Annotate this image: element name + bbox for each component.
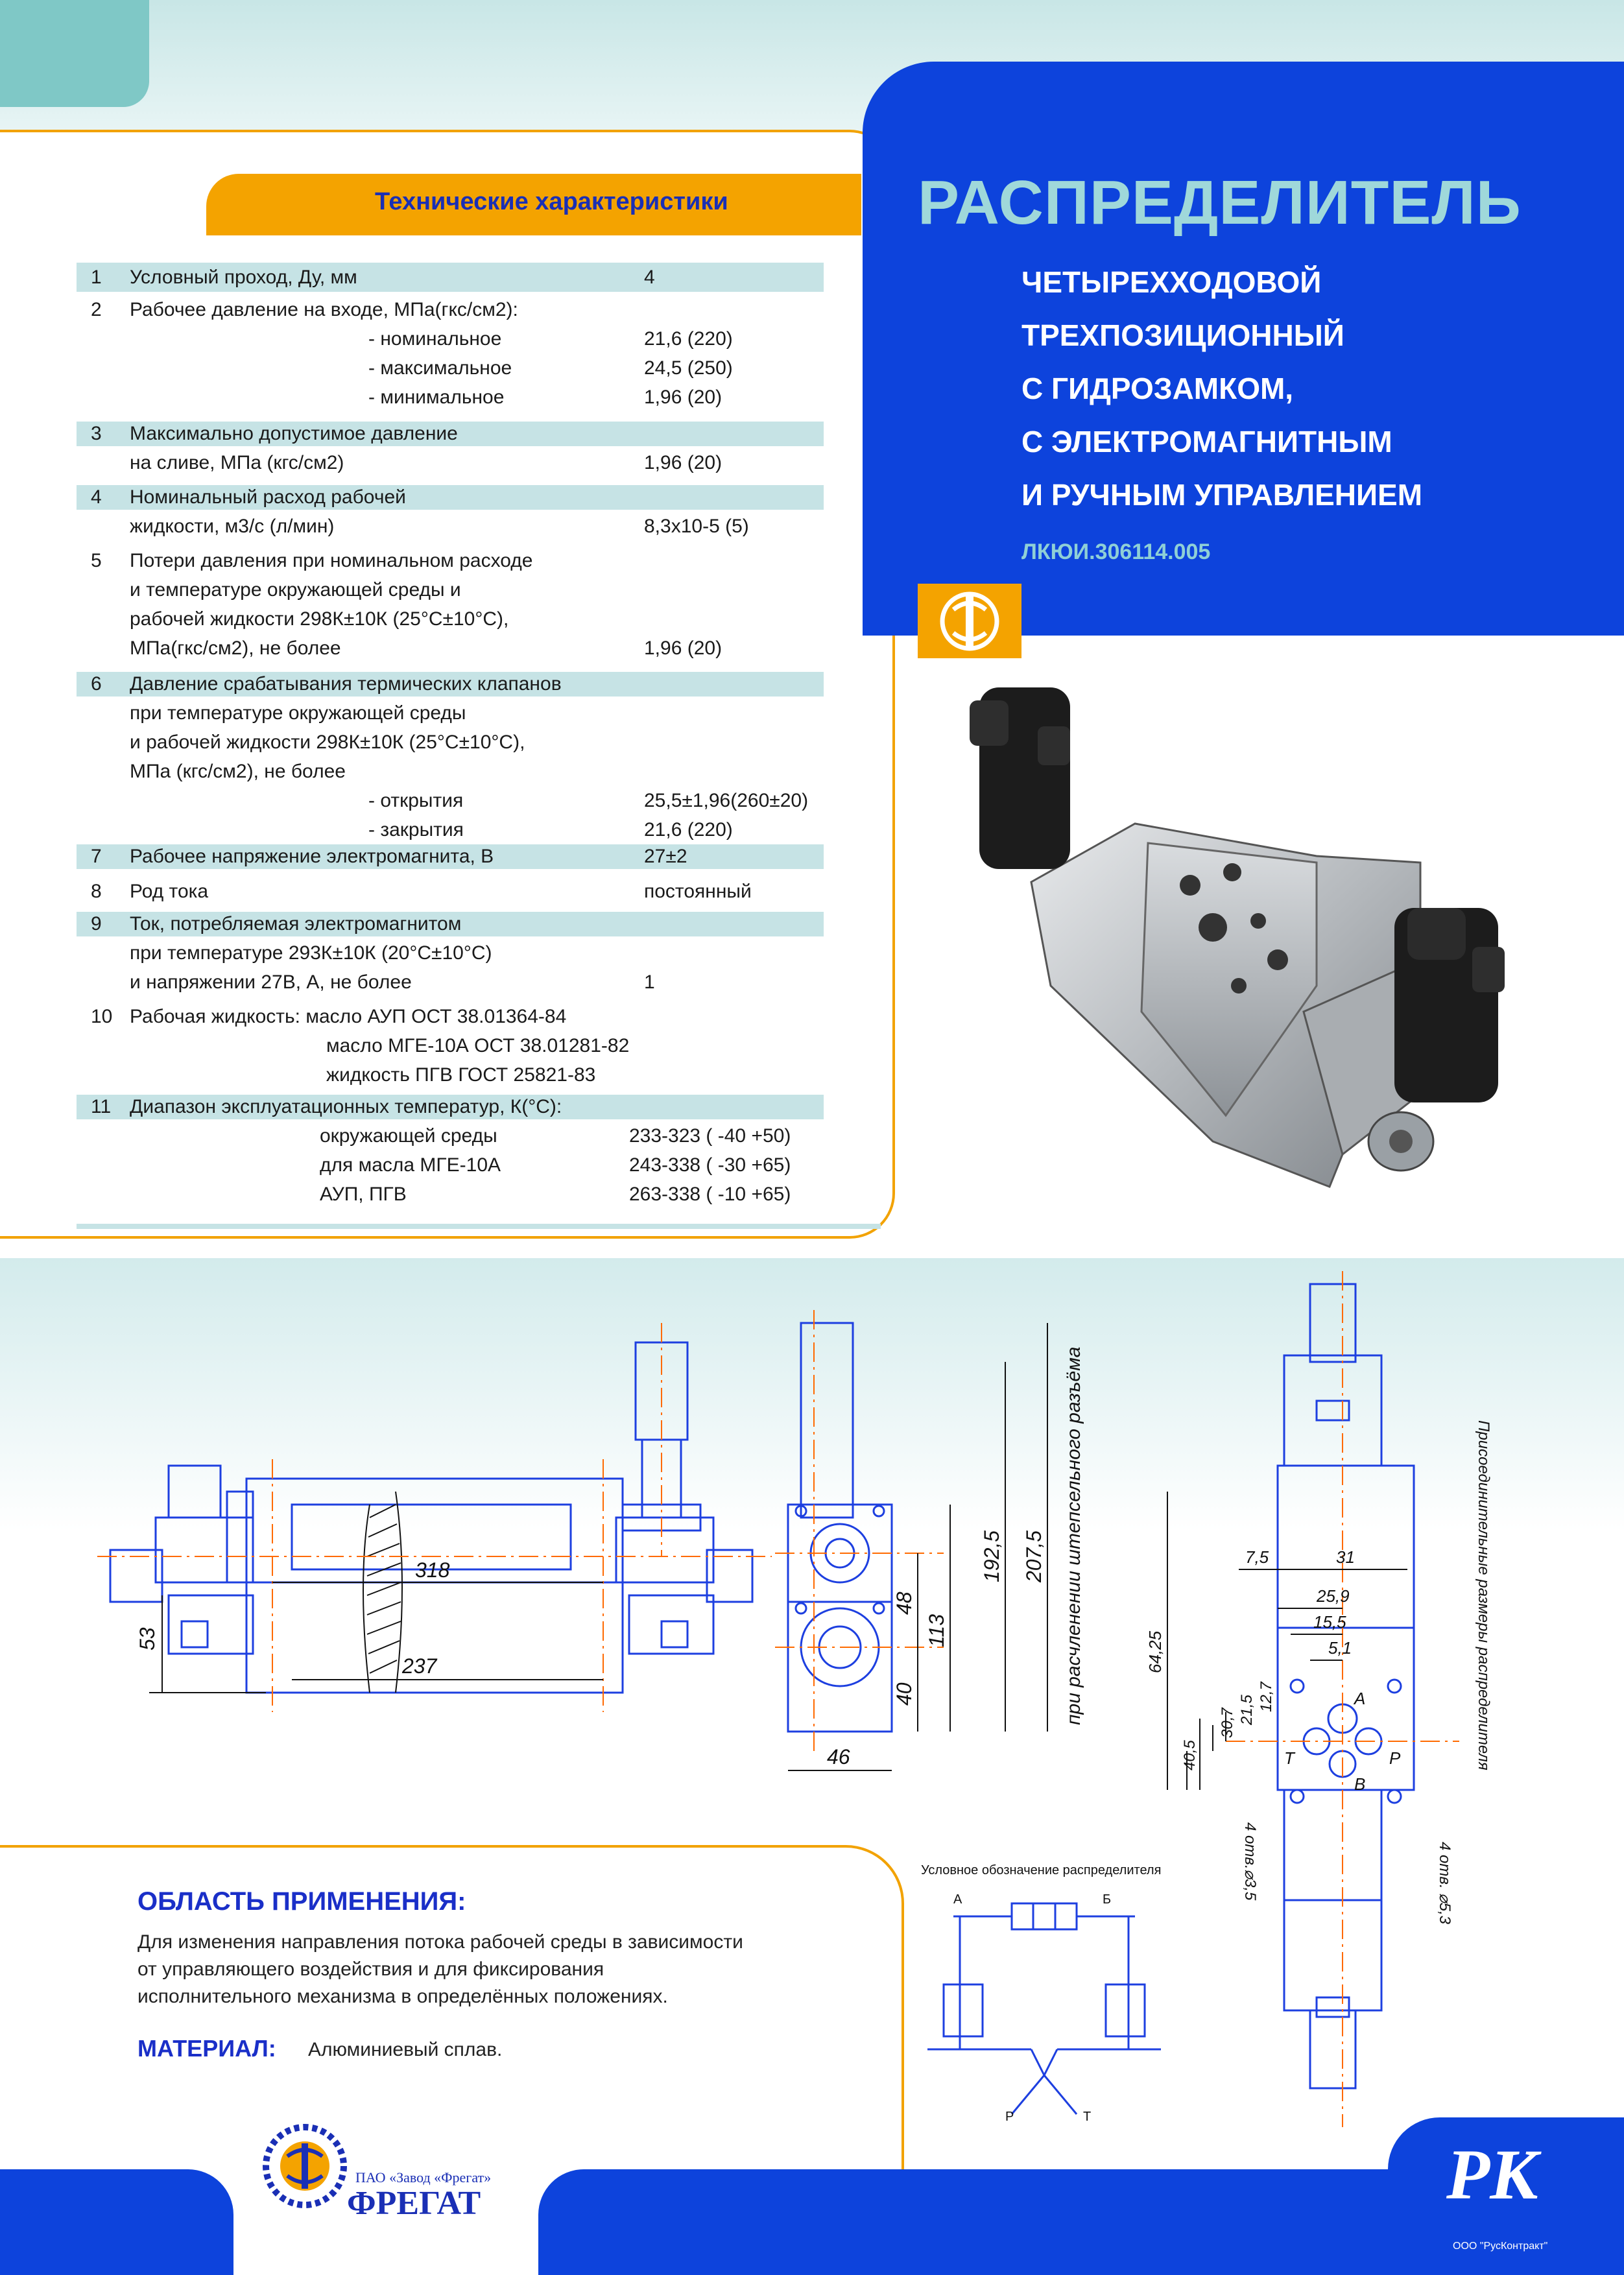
row-value: 1,96 (20) [644, 637, 722, 659]
application-text-line: Для изменения направления потока рабочей среды в зависимости [137, 1931, 743, 1953]
material-title: МАТЕРИАЛ: [137, 2035, 276, 2062]
row-label-2: жидкости, м3/с (л/мин) [130, 516, 335, 537]
spec-row-8 [77, 877, 824, 906]
dim-15-5: 15,5 [1313, 1612, 1346, 1632]
port-t: Т [1284, 1748, 1295, 1768]
row-sub-label: - минимальное [368, 387, 505, 408]
valve-schematic [914, 1855, 1174, 2127]
frigate-emblem-icon [918, 584, 1021, 658]
dim-7-5: 7,5 [1245, 1547, 1269, 1567]
row-value: 21,6 (220) [644, 328, 733, 350]
row-line: при температуре окружающей среды [130, 702, 466, 724]
row-value: 263-338 ( -10 +65) [629, 1184, 791, 1205]
row-value: 243-338 ( -30 +65) [629, 1154, 791, 1176]
spec-header [206, 174, 861, 235]
dim-31: 31 [1336, 1547, 1355, 1567]
schematic-label-a: А [953, 1892, 962, 1907]
dim-318: 318 [415, 1558, 450, 1582]
product-desc-line: ТРЕХПОЗИЦИОННЫЙ [1021, 318, 1344, 352]
port-a: А [1354, 1689, 1366, 1708]
row-value: 21,6 (220) [644, 819, 733, 840]
product-photo [953, 649, 1589, 1219]
spec-row-2 [77, 295, 824, 412]
row-line: масло МГЕ-10А ОСТ 38.01281-82 [326, 1035, 630, 1056]
dim-207-5: 207,5 [1022, 1530, 1045, 1582]
spec-row-1 [77, 263, 824, 292]
dim-46: 46 [827, 1745, 850, 1769]
schematic-label-p: Р [1005, 2110, 1014, 2124]
row-label: Условный проход, Ду, мм [130, 267, 357, 288]
schematic-label-b: Б [1103, 1892, 1112, 1907]
row-label: Давление срабатывания термических клапанов [130, 673, 562, 695]
row-line: и напряжении 27В, А, не более [130, 971, 412, 993]
row-label: Рабочее напряжение электромагнита, В [130, 846, 494, 867]
row-value: постоянный [644, 881, 752, 902]
row-number: 6 [91, 673, 102, 695]
dim-12-7: 12,7 [1258, 1682, 1275, 1712]
row-sub-label: АУП, ПГВ [320, 1184, 407, 1205]
row-sub-label: для масла МГЕ-10А [320, 1154, 501, 1176]
row-value: 25,5±1,96(260±20) [644, 790, 809, 811]
dim-113: 113 [925, 1614, 948, 1647]
row-label: Диапазон эксплуатационных температур, К(°С): [130, 1096, 562, 1117]
spec-row-3 [77, 419, 824, 477]
row-number: 7 [91, 846, 102, 867]
row-number: 1 [91, 267, 102, 288]
row-sub-label: - номинальное [368, 328, 502, 350]
spec-row-4 [77, 482, 824, 541]
row-sub-label: - максимальное [368, 357, 512, 379]
rk-logo: РК [1446, 2135, 1538, 2214]
application-text-line: от управляющего воздействия и для фиксирования [137, 1959, 604, 1980]
holes-left-note: 4 отв.⌀3,5 [1241, 1822, 1259, 1901]
row-number: 2 [91, 299, 102, 320]
row-label: Максимально допустимое давление [130, 423, 458, 444]
material-text: Алюминиевый сплав. [308, 2039, 503, 2060]
part-code: ЛКЮИ.306114.005 [1021, 540, 1211, 564]
company-small-name: ПАО «Завод «Фрегат» [355, 2169, 492, 2186]
row-value: 27±2 [644, 846, 687, 867]
spec-row-5 [77, 546, 824, 663]
frigate-gear-logo-icon [256, 2117, 353, 2215]
spec-row-10 [77, 1002, 824, 1090]
footer-left-band [0, 2169, 233, 2275]
application-title: ОБЛАСТЬ ПРИМЕНЕНИЯ: [137, 1887, 466, 1916]
product-desc-line: И РУЧНЫМ УПРАВЛЕНИЕМ [1021, 478, 1423, 512]
side-note: при расчленении штепсельного разъёма [1063, 1346, 1084, 1725]
dim-30-7: 30,7 [1219, 1708, 1236, 1738]
row-label: Потери давления при номинальном расходе [130, 550, 533, 571]
dim-53: 53 [136, 1627, 159, 1650]
schematic-label-t: Т [1083, 2110, 1092, 2124]
row-number: 4 [91, 486, 102, 508]
row-line: МПа (кгс/см2), не более [130, 761, 346, 782]
spec-row-6 [77, 669, 824, 844]
row-sub-label: - открытия [368, 790, 464, 811]
row-label-2: на сливе, МПа (кгс/см2) [130, 452, 344, 473]
spec-row-11 [77, 1092, 824, 1209]
front-view-drawing [97, 1310, 772, 1790]
spec-bottom-line [77, 1224, 881, 1229]
row-value: 24,5 (250) [644, 357, 733, 379]
row-number: 8 [91, 881, 102, 902]
mount-view-drawing [1145, 1271, 1511, 2134]
product-desc-line: С ЭЛЕКТРОМАГНИТНЫМ [1021, 425, 1392, 459]
port-b: В [1354, 1774, 1366, 1794]
row-sub-label: - закрытия [368, 819, 464, 840]
port-p: Р [1389, 1748, 1401, 1768]
row-number: 3 [91, 423, 102, 444]
row-value: 4 [644, 267, 655, 288]
row-line: и температуре окружающей среды и [130, 579, 461, 601]
row-label: Рабочее давление на входе, МПа(гкс/см2): [130, 299, 518, 320]
mount-note: Присоединительные размеры распределителя [1475, 1420, 1492, 1770]
product-title: РАСПРЕДЕЛИТЕЛЬ [918, 168, 1522, 237]
row-value: 1 [644, 971, 655, 993]
product-desc-line: ЧЕТЫРЕХХОДОВОЙ [1021, 265, 1322, 299]
product-desc-line: С ГИДРОЗАМКОМ, [1021, 372, 1294, 405]
dim-192-5: 192,5 [980, 1530, 1003, 1582]
dim-40: 40 [892, 1682, 916, 1706]
row-line: МПа(гкс/см2), не более [130, 637, 341, 659]
row-number: 9 [91, 913, 102, 935]
company-name: ФРЕГАТ [347, 2185, 481, 2222]
row-value: 1,96 (20) [644, 387, 722, 408]
row-label: Род тока [130, 881, 209, 902]
row-line: жидкость ПГВ ГОСТ 25821-83 [326, 1064, 596, 1086]
frigate-logo-square [918, 584, 1021, 658]
row-number: 5 [91, 550, 102, 571]
spec-row-9 [77, 909, 824, 997]
row-value: 233-323 ( -40 +50) [629, 1125, 791, 1147]
dim-5-1: 5,1 [1328, 1638, 1352, 1658]
dim-237: 237 [402, 1654, 437, 1678]
row-number: 11 [91, 1096, 112, 1117]
spec-header-title: Технические характеристики [375, 188, 728, 215]
holes-right-note: 4 отв. ⌀5,3 [1436, 1842, 1453, 1925]
row-number: 10 [91, 1006, 113, 1027]
dim-21-5: 21,5 [1238, 1695, 1256, 1725]
dim-25-9: 25,9 [1317, 1586, 1350, 1606]
dim-48: 48 [892, 1591, 916, 1615]
spec-row-7 [77, 842, 824, 871]
row-line: при температуре 293К±10К (20°С±10°С) [130, 942, 492, 964]
row-line: рабочей жидкости 298К±10К (25°С±10°С), [130, 608, 509, 630]
row-value: 8,3x10-5 (5) [644, 516, 749, 537]
row-line: и рабочей жидкости 298К±10К (25°С±10°С), [130, 732, 525, 753]
rk-caption: ООО "РусКонтракт" [1453, 2241, 1548, 2252]
schematic-title: Условное обозначение распределителя [921, 1863, 1162, 1877]
row-value: 1,96 (20) [644, 452, 722, 473]
row-label: Номинальный расход рабочей [130, 486, 406, 508]
row-label: Рабочая жидкость: масло АУП ОСТ 38.01364-84 [130, 1006, 567, 1027]
application-text-line: исполнительного механизма в определённых положениях. [137, 1986, 668, 2007]
row-label: Ток, потребляемая электромагнитом [130, 913, 462, 935]
dim-64-25: 64,25 [1145, 1630, 1165, 1673]
row-sub-label: окружающей среды [320, 1125, 497, 1147]
side-view-drawing [775, 1310, 1138, 1790]
dim-40-5: 40,5 [1181, 1740, 1199, 1770]
corner-tab [0, 0, 149, 107]
